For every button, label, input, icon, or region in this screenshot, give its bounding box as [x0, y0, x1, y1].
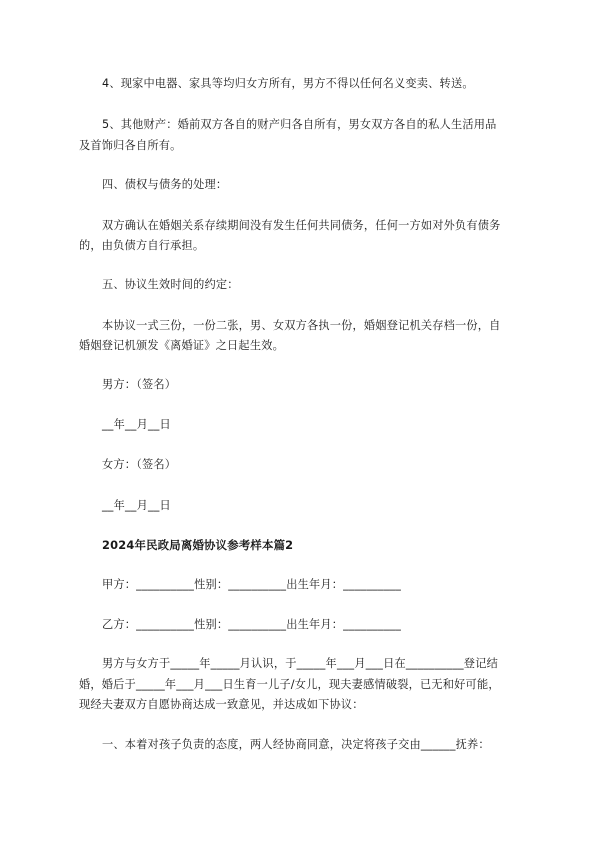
party-a-line: 甲方：__________性别：__________出生年月：__________	[102, 578, 402, 591]
section-5-heading: 五、协议生效时间的约定：	[102, 278, 239, 291]
effective-paragraph-line-2: 婚姻登记机颁发《离婚证》之日起生效。	[79, 339, 284, 352]
agreement-paragraph-line-2: 婚，婚后于_____年___月___日生育一儿子/女儿，现夫妻感情破裂，已无和好可能，	[79, 678, 500, 691]
custody-clause-line: 一、本着对孩子负责的态度，两人经协商同意，决定将孩子交由______抚养：	[102, 738, 490, 751]
sample-2-title: 2024年民政局离婚协议参考样本篇2	[102, 538, 294, 552]
agreement-paragraph-line-1: 男方与女方于_____年_____月认识，于_____年___月___日在__________登记结	[102, 657, 498, 670]
female-signature-date: __年__月__日	[102, 499, 171, 512]
clause-4-line: 4、现家中电器、家具等均归女方所有，男方不得以任何名义变卖、转送。	[102, 77, 474, 90]
male-signature-date: __年__月__日	[102, 418, 171, 431]
debt-paragraph-line-1: 双方确认在婚姻关系存续期间没有发生任何共同债务，任何一方如对外负有债务	[102, 219, 501, 232]
effective-paragraph-line-1: 本协议一式三份，一份二张，男、女双方各执一份，婚姻登记机关存档一份，自	[102, 319, 501, 332]
party-b-line: 乙方：__________性别：__________出生年月：__________	[102, 618, 402, 631]
agreement-paragraph-line-3: 现经夫妻双方自愿协商达成一致意见，并达成如下协议：	[79, 698, 364, 711]
debt-paragraph-line-2: 的，由负债方自行承担。	[79, 239, 205, 252]
clause-5-line-1: 5、其他财产：婚前双方各自的财产归各自所有，男女双方各自的私人生活用品	[102, 118, 497, 131]
section-4-heading: 四、债权与债务的处理：	[102, 178, 228, 191]
clause-5-line-2: 及首饰归各自所有。	[79, 139, 182, 152]
female-signature-label: 女方：（签名）	[102, 458, 177, 471]
male-signature-label: 男方：（签名）	[102, 378, 177, 391]
